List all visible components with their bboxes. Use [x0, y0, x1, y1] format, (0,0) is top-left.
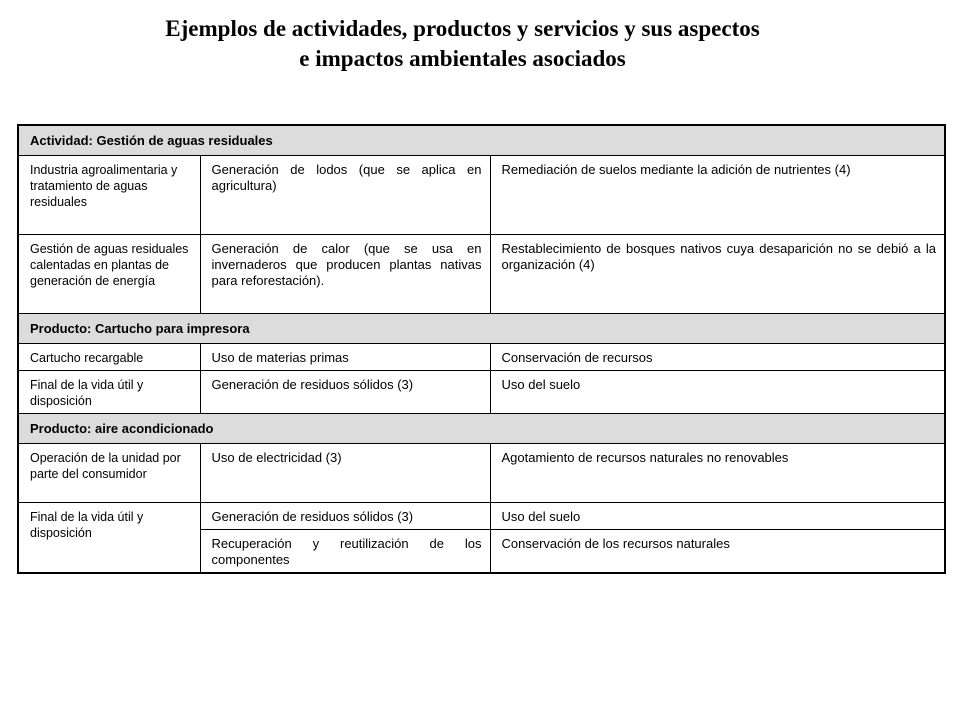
impact-cell: Uso del suelo: [490, 503, 945, 530]
table-row: [18, 344, 945, 371]
section-header-row: [18, 314, 945, 344]
impact-cell: Remediación de suelos mediante la adición de nutrientes (4): [490, 156, 945, 235]
activity-cell: Gestión de aguas residuales calentadas en plantas de generación de energía: [18, 235, 200, 314]
section-header-row: [18, 414, 945, 444]
aspect-cell: Uso de electricidad (3): [200, 444, 490, 503]
impact-cell: Conservación de recursos: [490, 344, 945, 371]
activity-cell: Cartucho recargable: [18, 344, 200, 371]
table-row: [18, 371, 945, 414]
section-header-cartridge: Producto: Cartucho para impresora: [18, 314, 945, 344]
activity-cell: Operación de la unidad por parte del consumidor: [18, 444, 200, 503]
section-header-row: [18, 125, 945, 156]
activity-cell: Final de la vida útil y disposición: [18, 371, 200, 414]
title-line-1: Ejemplos de actividades, productos y servicios y sus aspectos: [165, 16, 760, 41]
section-header-air-conditioner: Producto: aire acondicionado: [18, 414, 945, 444]
impact-cell: Uso del suelo: [490, 371, 945, 414]
impact-cell: Restablecimiento de bosques nativos cuya desaparición no se debió a la organización (4): [490, 235, 945, 314]
table-row: [18, 503, 945, 530]
impact-cell: Conservación de los recursos naturales: [490, 530, 945, 574]
title-line-2: e impactos ambientales asociados: [299, 46, 626, 71]
activity-cell: Industria agroalimentaria y tratamiento de aguas residuales: [18, 156, 200, 235]
page-title: [0, 14, 925, 74]
section-header-activity: Actividad: Gestión de aguas residuales: [18, 125, 945, 156]
aspect-cell: Recuperación y reutilización de los componentes: [200, 530, 490, 574]
table-row: [18, 156, 945, 235]
aspects-impacts-table: [17, 124, 946, 574]
aspect-cell: Generación de residuos sólidos (3): [200, 503, 490, 530]
aspect-cell: Generación de calor (que se usa en invernaderos que producen plantas nativas para reforestación).: [200, 235, 490, 314]
aspect-cell: Generación de lodos (que se aplica en agricultura): [200, 156, 490, 235]
table-row: [18, 235, 945, 314]
aspect-cell: Uso de materias primas: [200, 344, 490, 371]
table-row: [18, 444, 945, 503]
impact-cell: Agotamiento de recursos naturales no renovables: [490, 444, 945, 503]
aspect-cell: Generación de residuos sólidos (3): [200, 371, 490, 414]
activity-cell: Final de la vida útil y disposición: [18, 503, 200, 574]
